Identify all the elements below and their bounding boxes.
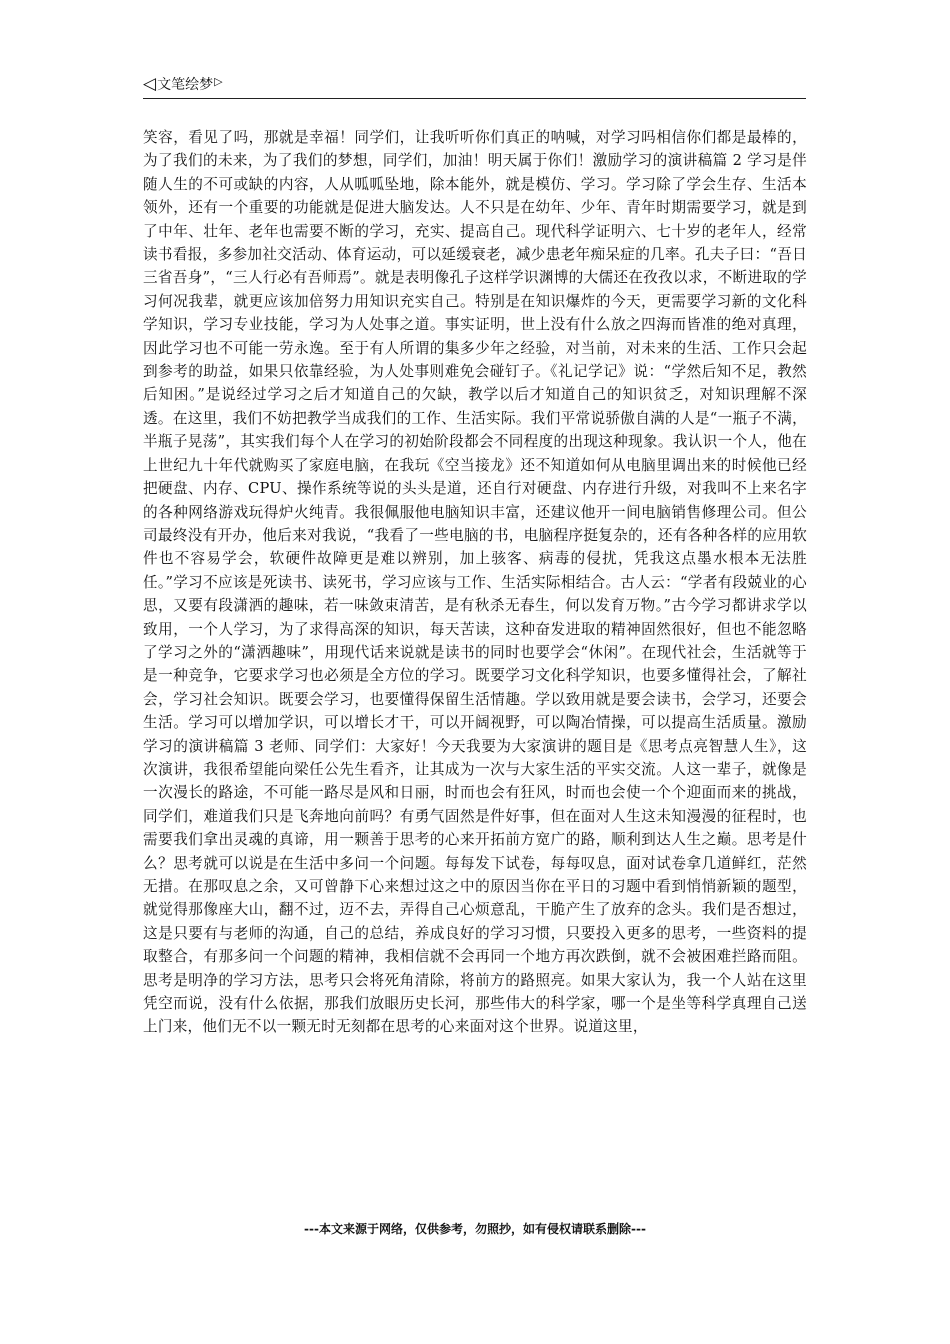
right-triangle-icon: ▷ xyxy=(214,74,223,88)
document-body-text: 笑容，看见了吗，那就是幸福！同学们，让我听听你们真正的呐喊，对学习吗相信你们都是最棒的，为了我们的未来，为了我们的梦想，同学们，加油！明天属于你们！激励学习的演讲稿篇 2 学习是伴随人生的不可或缺的内容，人从呱呱坠地，除本能外，就是模仿、学习。学习除了学会生存、生活本领外，还有一个重要的功能就是促进大脑发达。人不只是在幼年、少年、青年时期需要学习，就是到了中年、壮年、老年也需要不断的学习，充实、提高自己。现代科学证明六、七十岁的老年人，经常读书看报，多参加社交活动、体育运动，可以延缓衰老，减少患老年痴呆症的几率。孔夫子曰：“吾日三省吾身”，“三人行必有吾师焉”。就是表明像孔子这样学识渊博的大儒还在孜孜以求，不断进取的学习何况我辈，就更应该加倍努力用知识充实自己。特别是在知识爆炸的今天，更需要学习新的文化科学知识，学习专业技能，学习为人处事之道。事实证明，世上没有什么放之四海而皆准的绝对真理，因此学习也不可能一劳永逸。至于有人所谓的集多少年之经验，对当前，对未来的生活、工作只会起到参考的助益，如果只依靠经验，为人处事则难免会碰钉子。《礼记学记》说：“学然后知不足，教然后知困。”是说经过学习之后才知道自己的欠缺，教学以后才知道自己的知识贫乏，对知识理解不深透。在这里，我们不妨把教学当成我们的工作、生活实际。我们平常说骄傲自满的人是“一瓶子不满，半瓶子晃荡”，其实我们每个人在学习的初始阶段都会不同程度的出现这种现象。我认识一个人，他在上世纪九十年代就购买了家庭电脑，在我玩《空当接龙》还不知道如何从电脑里调出来的时候他已经把硬盘、内存、CPU、操作系统等说的头头是道，还自行对硬盘、内存进行升级，对我叫不上来名字的各种网络游戏玩得炉火纯青。我很佩服他电脑知识丰富，还建议他开一间电脑销售修理公司。但公司最终没有开办，他后来对我说，“我看了一些电脑的书，电脑程序挺复杂的，还有各种各样的应用软件也不容易学会，软硬件故障更是难以辨别，加上骇客、病毒的侵扰，凭我这点墨水根本无法胜任。”学习不应该是死读书、读死书，学习应该与工作、生活实际相结合。古人云：“学者有段兢业的心思，又要有段潇洒的趣味，若一味敛束清苦，是有秋杀无春生，何以发育万物。”古今学习都讲求学以致用，一个人学习，为了求得高深的知识，每天苦读，这种奋发进取的精神固然很好，但也不能忽略了学习之外的“潇洒趣味”，用现代话来说就是读书的同时也要学会“休闲”。在现代社会，生活就等于是一种竞争，它要求学习也必须是全方位的学习。既要学习文化科学知识，也要多懂得社会，了解社会，学习社会知识。既要会学习，也要懂得保留生活情趣。学以致用就是要会读书，会学习，还要会生活。学习可以增加学识，可以增长才干，可以开阔视野，可以陶冶情操，可以提高生活质量。激励学习的演讲稿篇 3 老师、同学们：大家好！今天我要为大家演讲的题目是《思考点亮智慧人生》，这次演讲，我很希望能向梁任公先生看齐，让其成为一次与大家生活的平实交流。人这一辈子，就像是一次漫长的路途，不可能一路尽是风和日丽，时而也会有狂风，时而也会使一个个迎面而来的挑战，同学们，难道我们只是飞奔地向前吗？有勇气固然是件好事，但在面对人生这未知漫漫的征程时，也需要我们拿出灵魂的真谛，用一颗善于思考的心来开拓前方宽广的路，顺利到达人生之巅。思考是什么？思考就可以说是在生活中多问一个问题。每每发下试卷，每每叹息，面对试卷拿几道鲜红，茫然无措。在那叹息之余，又可曾静下心来想过这之中的原因当你在平日的习题中看到悄悄新颖的题型，就觉得那像座大山，翻不过，迈不去，弄得自己心烦意乱，干脆产生了放弃的念头。我们是否想过，这是只要有与老师的沟通，自己的总结，养成良好的学习习惯，只要投入更多的思考，一些资料的提取整合，有那多问一个问题的精神，我相信就不会再同一个地方再次跌倒，就不会被困难拦路而阻。思考是明净的学习方法，思考只会将死角清除，将前方的路照亮。如果大家认为，我一个人站在这里凭空而说，没有什么依据，那我们放眼历史长河，那些伟大的科学家，哪一个是坐等科学真理自己送上门来，他们无不以一颗无时无刻都在思考的心来面对这个世界。说道这里， xyxy=(143,129,807,1036)
page-header xyxy=(143,70,806,99)
left-triangle-icon: ◁ xyxy=(143,73,157,94)
footer-disclaimer: ---本文来源于网络，仅供参考，勿照抄，如有侵权请联系删除--- xyxy=(304,1222,646,1236)
header-title: 文笔绘梦 xyxy=(157,77,214,93)
